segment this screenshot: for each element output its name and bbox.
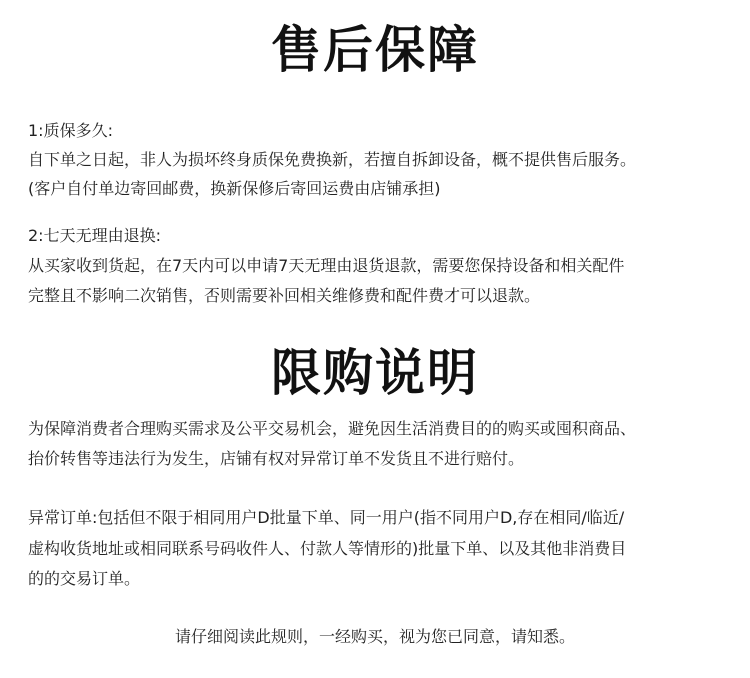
seven-day-return-line-2: 完整且不影响二次销售，否则需要补回相关维修费和配件费才可以退款。 bbox=[28, 286, 541, 305]
abnormal-order-line-1: 异常订单:包括但不限于相同用户D批量下单、同一用户(指不同用户D,存在相同/临近/ bbox=[28, 508, 625, 527]
abnormal-order-line-3: 的的交易订单。 bbox=[28, 569, 141, 588]
quality-period-line-1: 自下单之日起，非人为损坏终身质保免费换新，若擅自拆卸设备，概不提供售后服务。 bbox=[28, 150, 637, 169]
quality-period-line-2: (客户自付单边寄回邮费，换新保修后寄回运费由店铺承担) bbox=[28, 179, 441, 198]
purchase-limit-para1-line-2: 抬价转售等违法行为发生，店铺有权对异常订单不发货且不进行赔付。 bbox=[28, 449, 525, 468]
seven-day-return-line-1: 从买家收到货起，在7天内可以申请7天无理由退货退款，需要您保持设备和相关配件 bbox=[28, 256, 625, 275]
purchase-limit-title: 限购说明 bbox=[271, 344, 479, 402]
purchase-limit-para1-line-1: 为保障消费者合理购买需求及公平交易机会，避免因生活消费目的的购买或囤积商品、 bbox=[28, 419, 637, 438]
after-sales-title: 售后保障 bbox=[271, 21, 479, 79]
abnormal-order-line-2: 虚构收货地址或相同联系号码收件人、付款人等情形的)批量下单、以及其他非消费目 bbox=[28, 539, 627, 558]
footer-note: 请仔细阅读此规则，一经购买，视为您已同意，请知悉。 bbox=[174, 627, 575, 646]
seven-day-return-heading: 2:七天无理由退换: bbox=[28, 226, 161, 245]
quality-period-heading: 1:质保多久: bbox=[28, 121, 113, 140]
